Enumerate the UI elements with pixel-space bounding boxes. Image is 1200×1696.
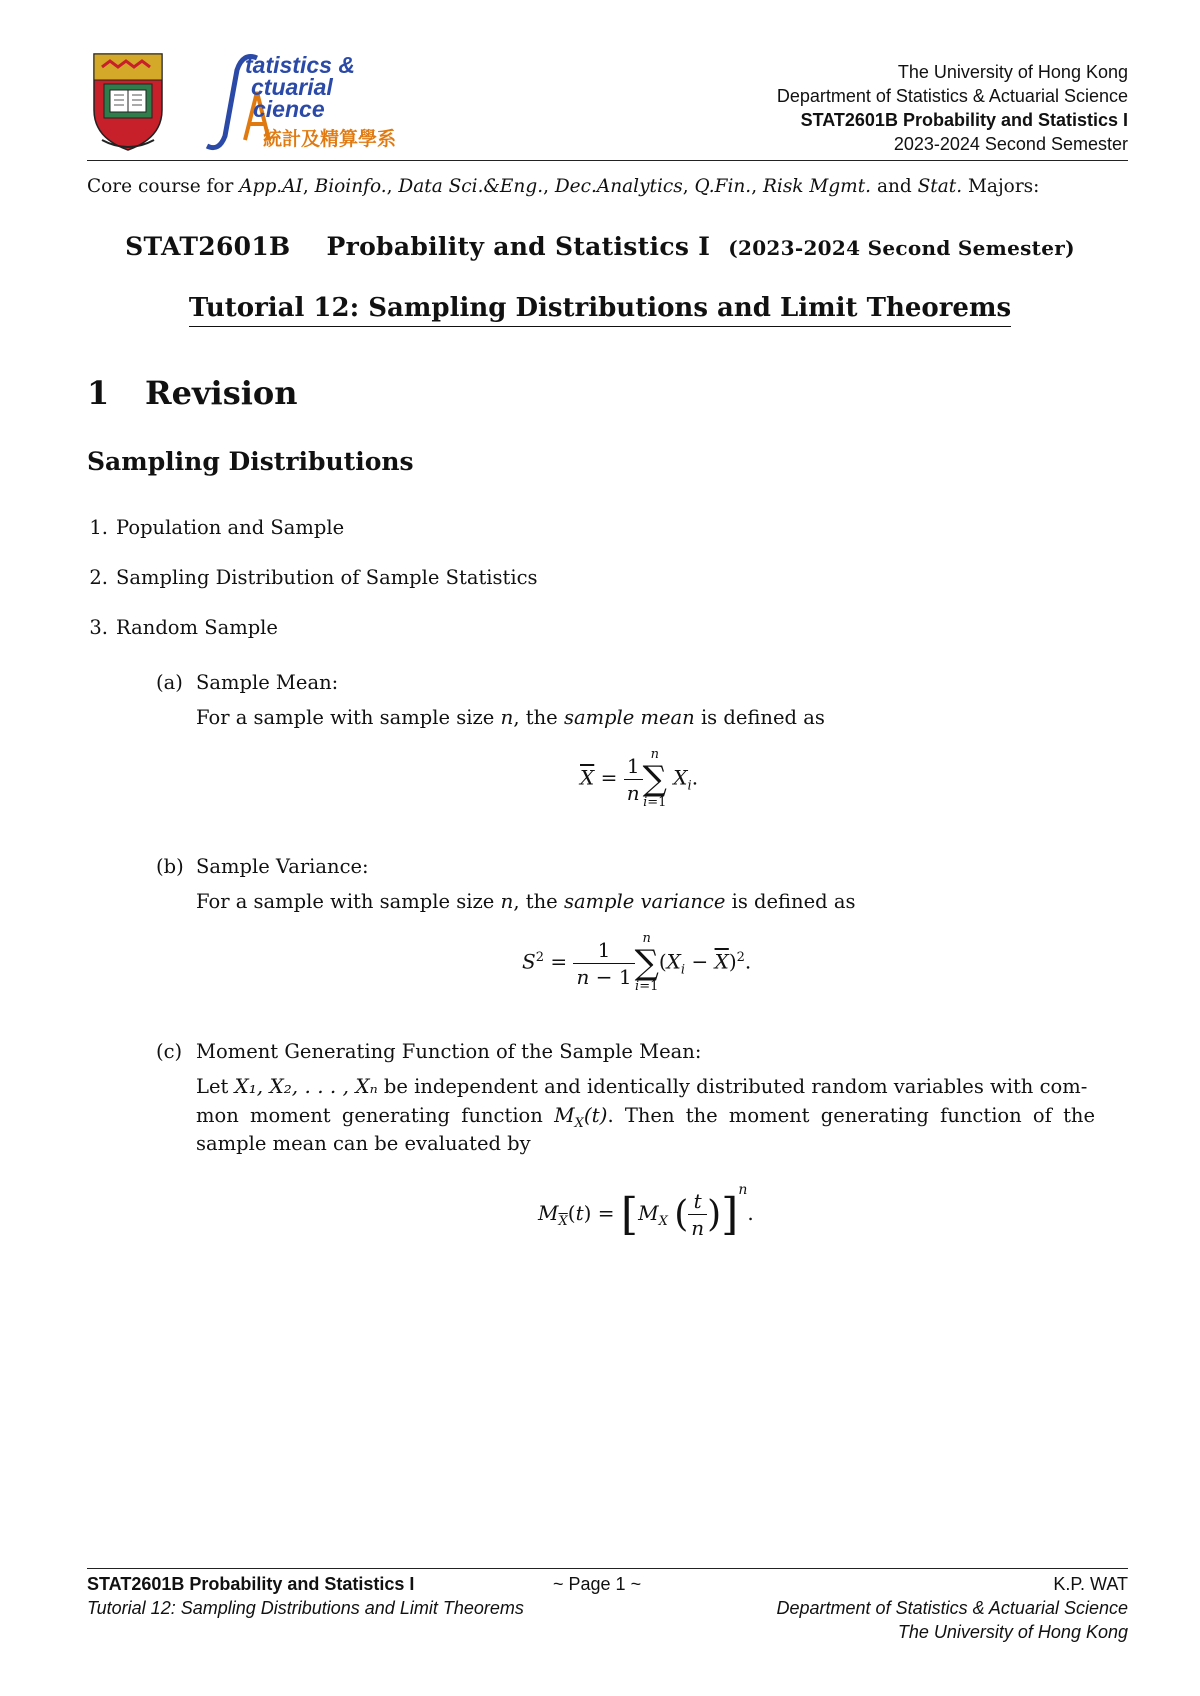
subitem-label: (b)	[156, 855, 184, 878]
list-item-number: 2.	[89, 566, 108, 589]
course-code: STAT2601B	[125, 232, 291, 261]
core-course-majors: Core course for App.AI, Bioinfo., Data Sci.&Eng., Dec.Analytics, Q.Fin., Risk Mgmt. and Stat. Majors:	[87, 176, 1040, 197]
header-semester: 2023-2024 Second Semester	[893, 134, 1128, 154]
logo-text-science: cience	[253, 96, 325, 122]
subitem-a-desc	[196, 705, 825, 729]
stat-actuarial-science-logo	[205, 52, 435, 157]
subitem-label: (a)	[156, 671, 183, 694]
major-riskmgmt: Risk Mgmt.	[762, 176, 872, 197]
footer-divider	[87, 1568, 1128, 1569]
mgf-notation	[554, 1103, 608, 1131]
footer-author: K.P. WAT	[1053, 1574, 1128, 1594]
desc-text: For a sample with sample size	[196, 706, 495, 729]
logo-text-statistics: tatistics &	[245, 52, 355, 78]
tutorial-title-text: Tutorial 12: Sampling Distributions and Limit Theorems	[189, 293, 1011, 327]
hku-crest-logo	[88, 50, 168, 154]
desc-text: , the	[513, 890, 558, 913]
course-name: Probability and Statistics I	[326, 232, 711, 261]
subitem-title: Sample Mean:	[196, 671, 339, 694]
subitem-label: (c)	[156, 1040, 183, 1063]
subitem-b-desc	[196, 889, 855, 913]
term-sample-variance: sample variance	[563, 890, 726, 913]
mgf-sample-mean-formula: $M_{\overline{X}}(t) = [M_X$ ( $\frac{t}{n}$ )]$^n$.	[538, 1182, 754, 1240]
logo-text-chinese: 統計及精算學系	[263, 128, 397, 150]
list-item-text: Population and Sample	[116, 516, 345, 539]
sample-variance-formula: $S^2$ = $\frac{1}{n - 1}$ n ∑ i=1 $(X_i - \overline{X})^2$.	[522, 931, 752, 994]
subitem-b-title	[156, 855, 369, 878]
course-semester: (2023-2024 Second Semester)	[728, 236, 1075, 260]
header-department: Department of Statistics & Actuarial Science	[776, 86, 1128, 106]
desc-text: mon moment generating function	[196, 1104, 543, 1127]
desc-text: For a sample with sample size	[196, 890, 495, 913]
desc-text: Let	[196, 1075, 229, 1098]
list-item	[78, 566, 538, 589]
footer-page-number: ~ Page 1 ~	[553, 1574, 642, 1594]
sample-mean-formula: $\overline{X}$ = $\frac{1}{n}$ n ∑ i=1 $X_i$.	[580, 747, 699, 810]
majors-suffix: Majors:	[967, 176, 1040, 197]
footer-course: STAT2601B Probability and Statistics I	[87, 1574, 415, 1594]
section-heading	[87, 374, 297, 412]
header-divider	[87, 160, 1128, 161]
desc-text: is defined as	[731, 890, 856, 913]
mgf-argument: (t)	[583, 1103, 608, 1127]
desc-text: , the	[513, 706, 558, 729]
desc-text: be independent and identically distributed random variables with com-	[383, 1075, 1088, 1098]
major-datasci: Data Sci.&Eng.	[398, 176, 544, 197]
logo-text-actuarial: ctuarial	[251, 74, 333, 100]
subitem-c-desc-line2	[196, 1103, 1126, 1131]
section-title: Revision	[145, 374, 298, 412]
header-university: The University of Hong Kong	[897, 62, 1128, 82]
subitem-c-desc-line3: sample mean can be evaluated by	[196, 1132, 531, 1155]
var-n: n	[500, 889, 514, 913]
list-item	[78, 516, 344, 539]
footer-department: Department of Statistics & Actuarial Science	[776, 1598, 1128, 1618]
list-item-number: 1.	[89, 516, 108, 539]
subitem-c-desc-line1	[196, 1074, 1126, 1098]
major-qfin: Q.Fin.	[694, 176, 752, 197]
list-item	[78, 616, 278, 639]
header-course: STAT2601B Probability and Statistics I	[800, 110, 1128, 130]
majors-and: and	[876, 176, 912, 197]
tutorial-title	[0, 293, 1200, 323]
subitem-a-title	[156, 671, 338, 694]
desc-text: is defined as	[700, 706, 825, 729]
major-bioinfo: Bioinfo.	[314, 176, 387, 197]
desc-text: . Then the moment generating function of the	[607, 1104, 1096, 1127]
subsection-heading: Sampling Distributions	[87, 447, 414, 476]
subitem-title: Moment Generating Function of the Sample Mean:	[196, 1040, 702, 1063]
list-item-text: Sampling Distribution of Sample Statistics	[116, 566, 538, 589]
course-title	[0, 232, 1200, 261]
term-sample-mean: sample mean	[563, 706, 695, 729]
major-stat: Stat.	[917, 176, 963, 197]
list-item-text: Random Sample	[116, 616, 278, 639]
subitem-title: Sample Variance:	[196, 855, 369, 878]
majors-prefix: Core course for	[87, 176, 234, 197]
list-item-number: 3.	[89, 616, 108, 639]
var-list: X₁, X₂, . . . , Xₙ	[234, 1074, 378, 1098]
subitem-c-title	[156, 1040, 701, 1063]
major-decanalytics: Dec.Analytics	[554, 176, 683, 197]
footer-university: The University of Hong Kong	[897, 1622, 1128, 1642]
major-appai: App.AI	[239, 176, 303, 197]
var-n: n	[500, 705, 514, 729]
mgf-symbol: M	[554, 1103, 575, 1127]
section-number: 1	[87, 374, 110, 412]
footer-tutorial: Tutorial 12: Sampling Distributions and Limit Theorems	[87, 1598, 524, 1618]
mgf-subscript: X	[574, 1116, 584, 1131]
